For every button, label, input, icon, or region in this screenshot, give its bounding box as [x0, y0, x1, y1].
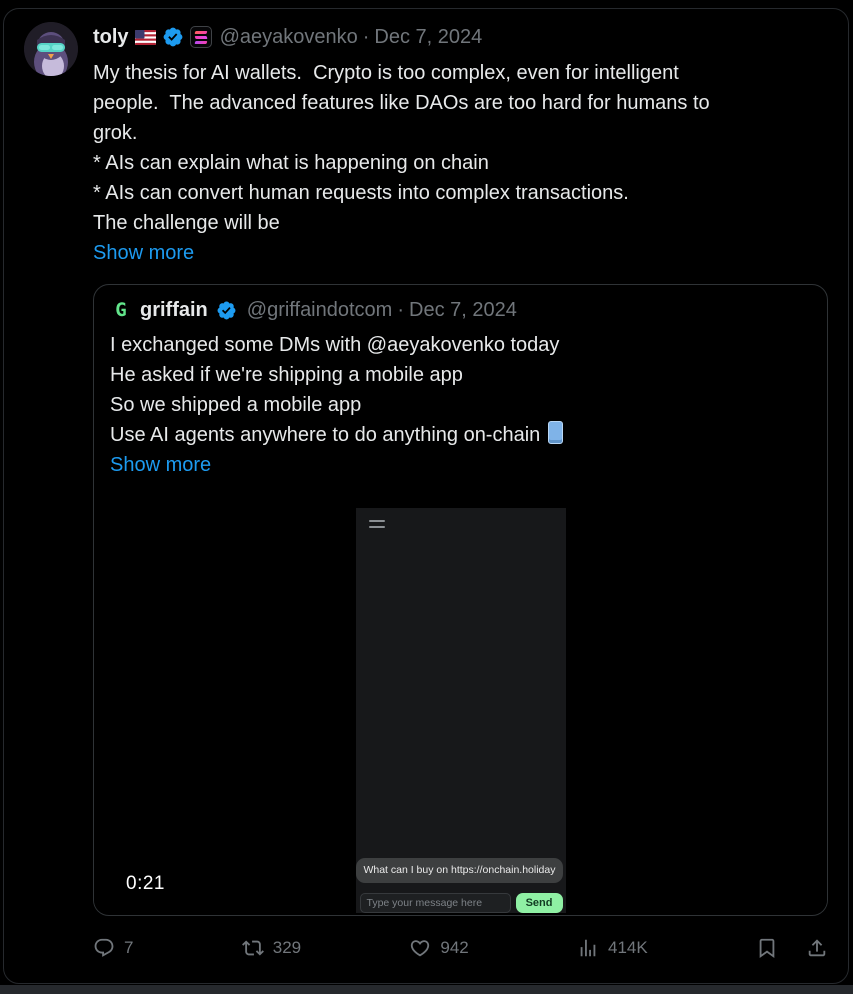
video-input-row	[360, 893, 563, 913]
reply-count: 7	[124, 938, 134, 957]
solana-affiliate-badge[interactable]	[190, 26, 212, 48]
griffain-logo-avatar: G	[115, 298, 127, 321]
like-icon	[409, 937, 431, 959]
tweet-text-line: people. The advanced features like DAOs are too hard for humans to	[93, 92, 710, 114]
video-duration-label: 0:21	[126, 873, 165, 894]
quoted-text-line: So we shipped a mobile app	[110, 394, 362, 416]
quoted-text-line: He asked if we're shipping a mobile app	[110, 364, 463, 386]
author-handle[interactable]: @aeyakovenko	[219, 26, 358, 48]
quoted-author-name[interactable]: griffain	[140, 299, 208, 321]
meta-separator: ·	[397, 299, 405, 321]
repost-count: 329	[272, 938, 302, 957]
tweet-text-line: grok.	[93, 122, 138, 144]
quoted-tweet-card[interactable]	[93, 284, 828, 916]
video-message-input: Type your message here	[360, 893, 511, 913]
like-count: 942	[440, 938, 469, 957]
view-count: 414K	[608, 938, 648, 957]
quoted-text-line: Use AI agents anywhere to do anything on-chain	[110, 420, 811, 450]
reply-button[interactable]	[93, 937, 133, 959]
tweet-card	[3, 8, 849, 984]
quoted-tweet-header	[110, 297, 811, 323]
video-phone-screenshot	[356, 508, 566, 913]
quoted-author-handle: @griffaindotcom	[246, 299, 393, 321]
tweet-date[interactable]: Dec 7, 2024	[374, 26, 483, 48]
us-flag-emoji	[135, 30, 156, 45]
show-more-link[interactable]: Show more	[93, 242, 195, 264]
author-avatar[interactable]	[24, 22, 78, 76]
mobile-phone-emoji	[548, 421, 563, 444]
quoted-tweet-text	[110, 330, 811, 450]
tweet-text-line: My thesis for AI wallets. Crypto is too complex, even for intelligent	[93, 62, 679, 84]
like-button[interactable]	[409, 937, 468, 959]
author-name[interactable]: toly	[93, 26, 129, 48]
tweet-header	[93, 24, 828, 50]
tweet-text	[93, 58, 828, 238]
next-item-divider	[0, 985, 853, 994]
verified-badge	[216, 300, 237, 321]
reply-icon	[93, 937, 115, 959]
repost-button[interactable]	[242, 937, 301, 959]
penguin-avatar-image	[24, 22, 78, 76]
video-chat-bubble: What can I buy on https://onchain.holiday	[356, 858, 562, 883]
meta-separator: ·	[362, 26, 370, 48]
share-button[interactable]	[806, 937, 828, 959]
verified-badge[interactable]	[162, 26, 184, 48]
menu-icon	[369, 520, 385, 532]
tweet-text-line: The challenge will be	[93, 212, 280, 234]
views-button[interactable]	[577, 937, 648, 959]
quoted-tweet-date: Dec 7, 2024	[409, 299, 517, 321]
quoted-text-line: I exchanged some DMs with @aeyakovenko today	[110, 334, 560, 356]
quoted-show-more-link[interactable]: Show more	[110, 454, 212, 476]
bookmark-icon	[756, 937, 778, 959]
quoted-video-player[interactable]	[94, 501, 827, 913]
tweet-text-line: * AIs can convert human requests into complex transactions.	[93, 182, 629, 204]
tweet-actions-bar	[93, 928, 828, 968]
repost-icon	[242, 937, 264, 959]
bookmark-button[interactable]	[756, 937, 778, 959]
share-icon	[806, 937, 828, 959]
video-send-button: Send	[516, 893, 563, 913]
tweet-text-line: * AIs can explain what is happening on chain	[93, 152, 489, 174]
views-icon	[577, 937, 599, 959]
